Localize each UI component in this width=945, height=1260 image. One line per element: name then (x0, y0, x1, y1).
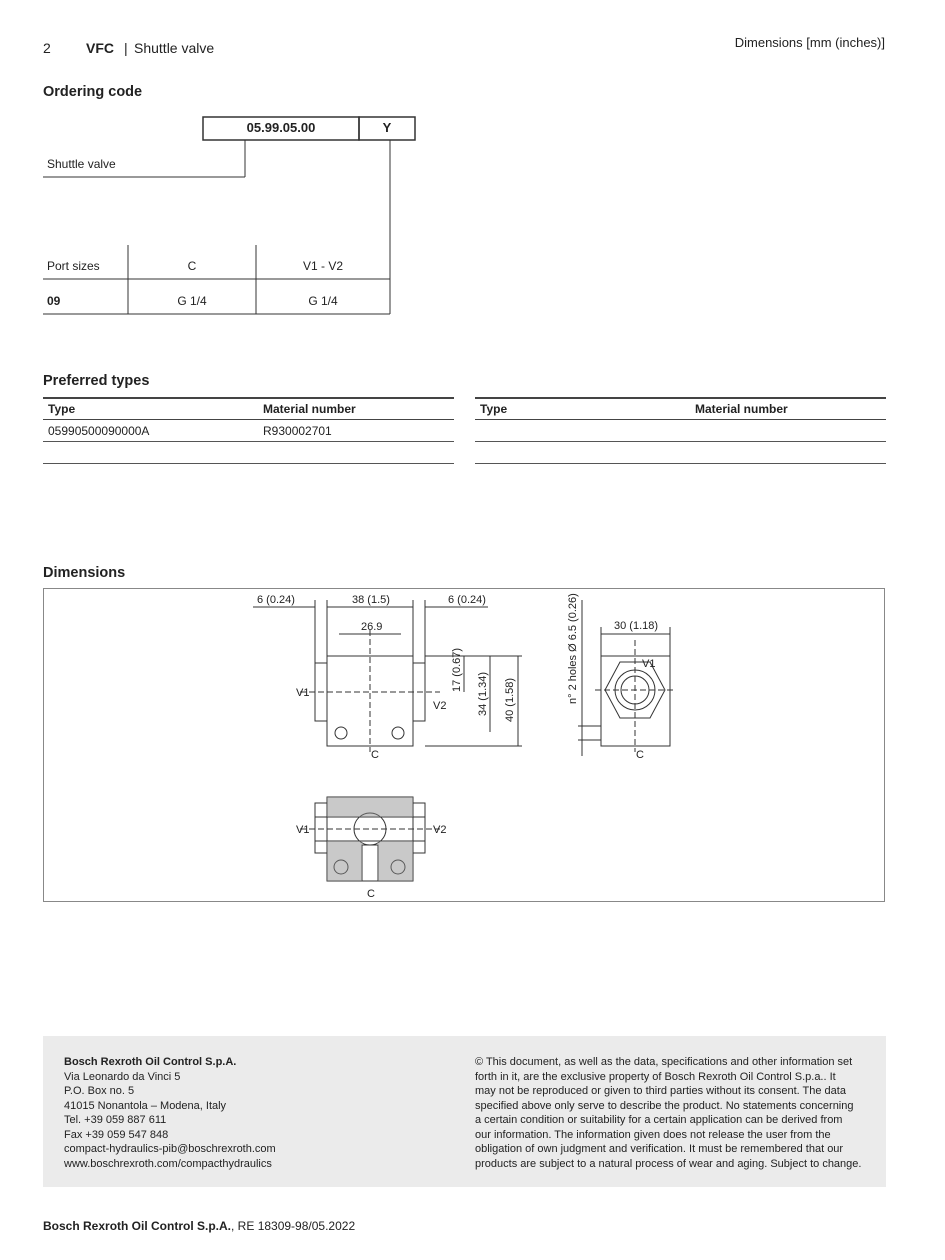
type-cell: 05990500090000A (43, 420, 258, 442)
bottom-doc-ref: , RE 18309-98/05.2022 (231, 1219, 356, 1233)
footer-company: Bosch Rexroth Oil Control S.p.A. (64, 1056, 237, 1068)
port-v2-section: V2 (433, 824, 447, 836)
address-line: P.O. Box no. 5 (64, 1085, 135, 1097)
dim-30: 30 (1.18) (614, 620, 659, 632)
product-code: VFC (86, 40, 114, 56)
legal-line: forth in it, are the exclusive property of Bosch Rexroth Oil Control S.p.a.. It (475, 1070, 836, 1083)
header-separator: | (124, 40, 128, 56)
page-number: 2 (43, 40, 51, 56)
address-line: 41015 Nonantola – Modena, Italy (64, 1099, 227, 1112)
dim-38: 38 (1.5) (352, 594, 390, 606)
order-code: 05.99.05.00 (246, 120, 316, 135)
dim-holes: n° 2 holes Ø 6.5 (0.26) (567, 593, 579, 704)
dim-6-right: 6 (0.24) (448, 594, 486, 606)
ordering-code-title: Ordering code (43, 84, 143, 100)
header-right-label: Dimensions [mm (inches)] (734, 35, 885, 50)
port-v1-section: V1 (296, 824, 310, 836)
port-c-header: C (187, 259, 197, 273)
footer-legal (475, 1055, 870, 1171)
email-link[interactable]: compact-hydraulics-pib@boschrexroth.com (64, 1143, 276, 1155)
legal-line: specified above only serve to describe the product. No statements concerning (475, 1099, 854, 1112)
port-sizes-header: Port sizes (47, 259, 100, 273)
legal-line: a certain condition or suitability for a certain application can be derived from (475, 1114, 843, 1126)
port-size-code: 09 (47, 294, 61, 308)
legal-line: © This document, as well as the data, specifications and other information set (475, 1056, 853, 1068)
address-line: Via Leonardo da Vinci 5 (64, 1070, 181, 1083)
document-reference (43, 1219, 355, 1233)
footer-address (64, 1055, 276, 1171)
port-v1-front: V1 (296, 687, 310, 699)
bottom-company: Bosch Rexroth Oil Control S.p.A. (43, 1219, 232, 1233)
fax-line: Fax +39 059 547 848 (64, 1128, 169, 1141)
col-material-number: Material number (690, 398, 886, 420)
legal-line: products are subject to a natural process of wear and aging. Subject to change. (475, 1157, 862, 1170)
material-cell: R930002701 (258, 420, 454, 442)
port-c-side: C (636, 749, 644, 761)
dim-6-left: 6 (0.24) (257, 594, 295, 606)
preferred-types-title: Preferred types (43, 373, 150, 389)
phone-line: Tel. +39 059 887 611 (64, 1114, 167, 1126)
legal-line: may not be reproduced or given to third parties without its consent. The data (475, 1085, 846, 1097)
dim-40: 40 (1.58) (504, 677, 516, 722)
port-v1-side: V1 (642, 658, 656, 670)
port-c-front: C (371, 749, 379, 761)
dim-26-9: 26.9 (361, 621, 383, 633)
order-code-suffix: Y (382, 120, 392, 135)
dim-17: 17 (0.67) (451, 647, 463, 692)
port-c-value: G 1/4 (177, 294, 207, 308)
valve-label: Shuttle valve (47, 157, 116, 171)
dimensions-title: Dimensions (43, 565, 126, 581)
port-v2-front: V2 (433, 700, 447, 712)
port-c-section: C (367, 888, 375, 900)
dim-34: 34 (1.34) (477, 671, 489, 716)
col-material-number: Material number (258, 398, 454, 420)
page-title: Shuttle valve (134, 40, 215, 56)
legal-line: our information. The information given does not release the user from the (475, 1128, 831, 1141)
port-v-value: G 1/4 (308, 294, 338, 308)
port-v-header: V1 - V2 (302, 259, 344, 273)
col-type: Type (475, 398, 690, 420)
legal-line: obligation of own judgment and verification. It must be remembered that our (475, 1143, 844, 1155)
website-link[interactable]: www.boschrexroth.com/compacthydraulics (64, 1157, 272, 1170)
col-type: Type (43, 398, 258, 420)
